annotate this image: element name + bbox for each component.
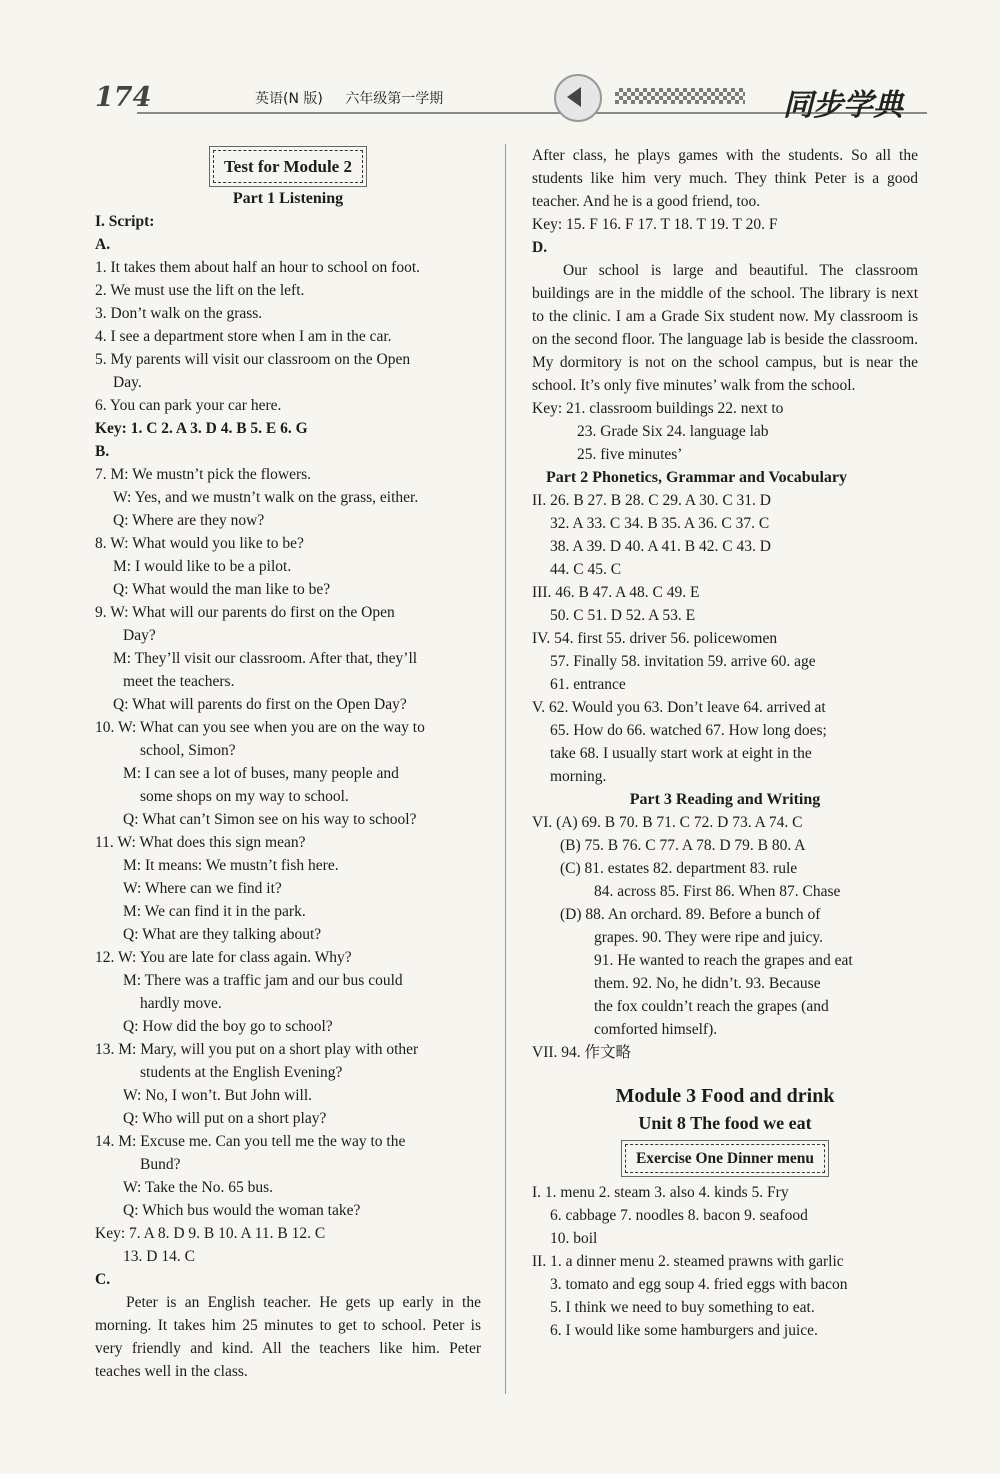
- dialogue-line: 8. W: What would you like to be?: [95, 535, 304, 552]
- dialogue-line: meet the teachers.: [123, 673, 235, 690]
- back-arrow-icon: [554, 74, 602, 122]
- exercise-one-answers: [532, 1181, 918, 1342]
- dialogue-line: Q: Where are they now?: [113, 512, 265, 529]
- section-V-answers: [532, 696, 918, 788]
- dialogue-line: Q: What will parents do first on the Open Day?: [113, 696, 407, 713]
- dialogue-line: some shops on my way to school.: [140, 788, 349, 805]
- section-A-item: 4. I see a department store when I am in the car.: [95, 328, 392, 345]
- answer-line: V. 62. Would you 63. Don’t leave 64. arrived at: [532, 699, 826, 716]
- dialogue-line: Q: What are they talking about?: [123, 926, 322, 943]
- answer-line: 5. I think we need to buy something to eat.: [550, 1299, 815, 1316]
- key-D-line3: 25. five minutes’: [577, 446, 683, 463]
- answer-line: II. 26. B 27. B 28. C 29. A 30. C 31. D: [532, 492, 771, 509]
- test-title: Test for Module 2: [213, 150, 363, 183]
- brand-logo: 同步学典: [783, 88, 903, 123]
- answer-line: comforted himself).: [594, 1021, 718, 1038]
- section-A-item: 3. Don’t walk on the grass.: [95, 305, 263, 322]
- section-B-dialogues: [95, 463, 481, 1222]
- answer-line: 61. entrance: [550, 676, 626, 693]
- dialogue-line: M: I would like to be a pilot.: [113, 558, 292, 575]
- answer-line: II. 1. a dinner menu 2. steamed prawns with garlic: [532, 1253, 844, 1270]
- section-VI-answers: [532, 811, 918, 1041]
- part3-heading: Part 3 Reading and Writing: [629, 791, 821, 808]
- answer-line: take 68. I usually start work at eight in the: [550, 745, 812, 762]
- answer-line: 6. cabbage 7. noodles 8. bacon 9. seafood: [550, 1207, 808, 1224]
- answer-line: 44. C 45. C: [550, 561, 622, 578]
- answer-line: 91. He wanted to reach the grapes and eat: [594, 952, 853, 969]
- header-subject: 英语(N 版): [255, 91, 323, 107]
- part1-heading: Part 1 Listening: [232, 190, 344, 207]
- dialogue-line: Q: Who will put on a short play?: [123, 1110, 327, 1127]
- header-grade: 六年级第一学期: [345, 91, 444, 107]
- column-divider: [505, 144, 506, 1394]
- checker-pattern-decoration: [615, 88, 745, 104]
- dialogue-line: M: I can see a lot of buses, many people and: [123, 765, 399, 782]
- answer-line: 65. How do 66. watched 67. How long does;: [550, 722, 827, 739]
- key-B-line2: 13. D 14. C: [123, 1248, 195, 1265]
- dialogue-line: 9. W: What will our parents do first on the Open: [95, 604, 395, 621]
- section-D-label: D.: [532, 239, 548, 256]
- section-I-label: I. Script:: [95, 213, 155, 230]
- section-A-item: Day.: [113, 374, 142, 391]
- answer-line: (D) 88. An orchard. 89. Before a bunch of: [560, 906, 821, 923]
- dialogue-line: 12. W: You are late for class again. Why?: [95, 949, 352, 966]
- section-C-label: C.: [95, 1271, 111, 1288]
- section-IV-answers: [532, 627, 918, 696]
- section-A-items: [95, 256, 481, 417]
- dialogue-line: M: There was a traffic jam and our bus could: [123, 972, 403, 989]
- answer-line: I. 1. menu 2. steam 3. also 4. kinds 5. Fry: [532, 1184, 789, 1201]
- answer-line: (C) 81. estates 82. department 83. rule: [560, 860, 798, 877]
- answer-line: (B) 75. B 76. C 77. A 78. D 79. B 80. A: [560, 837, 806, 854]
- section-III-answers: [532, 581, 918, 627]
- answer-line: VI. (A) 69. B 70. B 71. C 72. D 73. A 74. C: [532, 814, 803, 831]
- dialogue-line: school, Simon?: [140, 742, 236, 759]
- key-D-line1: Key: 21. classroom buildings 22. next to: [532, 400, 784, 417]
- dialogue-line: W: Take the No. 65 bus.: [123, 1179, 274, 1196]
- dialogue-line: M: They’ll visit our classroom. After that, they’ll: [113, 650, 418, 667]
- dialogue-line: Q: Which bus would the woman take?: [123, 1202, 361, 1219]
- dialogue-line: Q: How did the boy go to school?: [123, 1018, 333, 1035]
- key-B-line1: Key: 7. A 8. D 9. B 10. A 11. B 12. C: [95, 1225, 326, 1242]
- answer-line: the fox couldn’t reach the grapes (and: [594, 998, 829, 1015]
- dialogue-line: 11. W: What does this sign mean?: [95, 834, 306, 851]
- key-D-line2: 23. Grade Six 24. language lab: [577, 423, 769, 440]
- section-A-item: 2. We must use the lift on the left.: [95, 282, 305, 299]
- module3-title: Module 3 Food and drink: [615, 1085, 835, 1107]
- dialogue-line: 13. M: Mary, will you put on a short play with other: [95, 1041, 419, 1058]
- answer-line: grapes. 90. They were ripe and juicy.: [594, 929, 823, 946]
- dialogue-line: 14. M: Excuse me. Can you tell me the way to the: [95, 1133, 406, 1150]
- dialogue-line: W: No, I won’t. But John will.: [123, 1087, 313, 1104]
- answer-line: III. 46. B 47. A 48. C 49. E: [532, 584, 700, 601]
- answer-line: 32. A 33. C 34. B 35. A 36. C 37. C: [550, 515, 770, 532]
- left-column: [95, 144, 481, 1383]
- dialogue-line: 10. W: What can you see when you are on the way to: [95, 719, 425, 736]
- dialogue-line: M: We can find it in the park.: [123, 903, 306, 920]
- section-A-item: 1. It takes them about half an hour to school on foot.: [95, 259, 421, 276]
- dialogue-line: hardly move.: [140, 995, 222, 1012]
- dialogue-line: Q: What would the man like to be?: [113, 581, 331, 598]
- key-C: Key: 15. F 16. F 17. T 18. T 19. T 20. F: [532, 216, 778, 233]
- header-subject-grade: [255, 88, 461, 108]
- section-B-label: B.: [95, 443, 110, 460]
- part2-heading: Part 2 Phonetics, Grammar and Vocabulary: [546, 469, 848, 486]
- section-C-continued: After class, he plays games with the students. So all the students like him very much. They think Peter is a good teacher. And he is a good friend, too.: [532, 147, 918, 210]
- key-A: Key: 1. C 2. A 3. D 4. B 5. E 6. G: [95, 420, 308, 437]
- answer-line: 6. I would like some hamburgers and juice.: [550, 1322, 818, 1339]
- unit8-title: Unit 8 The food we eat: [638, 1113, 812, 1133]
- section-VII: VII. 94. 作文略: [532, 1044, 632, 1061]
- answer-line: them. 92. No, he didn’t. 93. Because: [594, 975, 821, 992]
- answer-line: 10. boil: [550, 1230, 598, 1247]
- answer-line: 3. tomato and egg soup 4. fried eggs with bacon: [550, 1276, 848, 1293]
- section-D-paragraph: Our school is large and beautiful. The classroom buildings are in the middle of the school. The library is next to the clinic. I am a Grade Six student now. My classroom is on the second floor. The language lab is beside the classroom. My dormitory is not on the school campus, but is near the school. It’s only five minutes’ walk from the school.: [532, 262, 918, 394]
- section-II-answers: [532, 489, 918, 581]
- exercise-one-title: Exercise One Dinner menu: [625, 1144, 825, 1173]
- section-A-item: 5. My parents will visit our classroom on the Open: [95, 351, 411, 368]
- dialogue-line: Q: What can’t Simon see on his way to school?: [123, 811, 417, 828]
- answer-line: 57. Finally 58. invitation 59. arrive 60. age: [550, 653, 816, 670]
- answer-line: 84. across 85. First 86. When 87. Chase: [594, 883, 841, 900]
- section-A-label: A.: [95, 236, 111, 253]
- dialogue-line: students at the English Evening?: [140, 1064, 343, 1081]
- page-header: [95, 80, 925, 130]
- dialogue-line: Day?: [123, 627, 156, 644]
- dialogue-line: W: Where can we find it?: [123, 880, 282, 897]
- dialogue-line: 7. M: We mustn’t pick the flowers.: [95, 466, 312, 483]
- right-column: [532, 144, 918, 1342]
- dialogue-line: W: Yes, and we mustn’t walk on the grass, either.: [113, 489, 419, 506]
- answer-line: 38. A 39. D 40. A 41. B 42. C 43. D: [550, 538, 771, 555]
- section-C-paragraph: Peter is an English teacher. He gets up early in the morning. It takes him 25 minutes to get to school. Peter is very friendly and kind. All the teachers like him. Peter teaches well in the class.: [95, 1294, 481, 1380]
- answer-line: 50. C 51. D 52. A 53. E: [550, 607, 696, 624]
- answer-line: IV. 54. first 55. driver 56. policewomen: [532, 630, 778, 647]
- dialogue-line: Bund?: [140, 1156, 181, 1173]
- answer-line: morning.: [550, 768, 607, 785]
- page-number: 174: [95, 82, 152, 113]
- dialogue-line: M: It means: We mustn’t fish here.: [123, 857, 339, 874]
- section-A-item: 6. You can park your car here.: [95, 397, 282, 414]
